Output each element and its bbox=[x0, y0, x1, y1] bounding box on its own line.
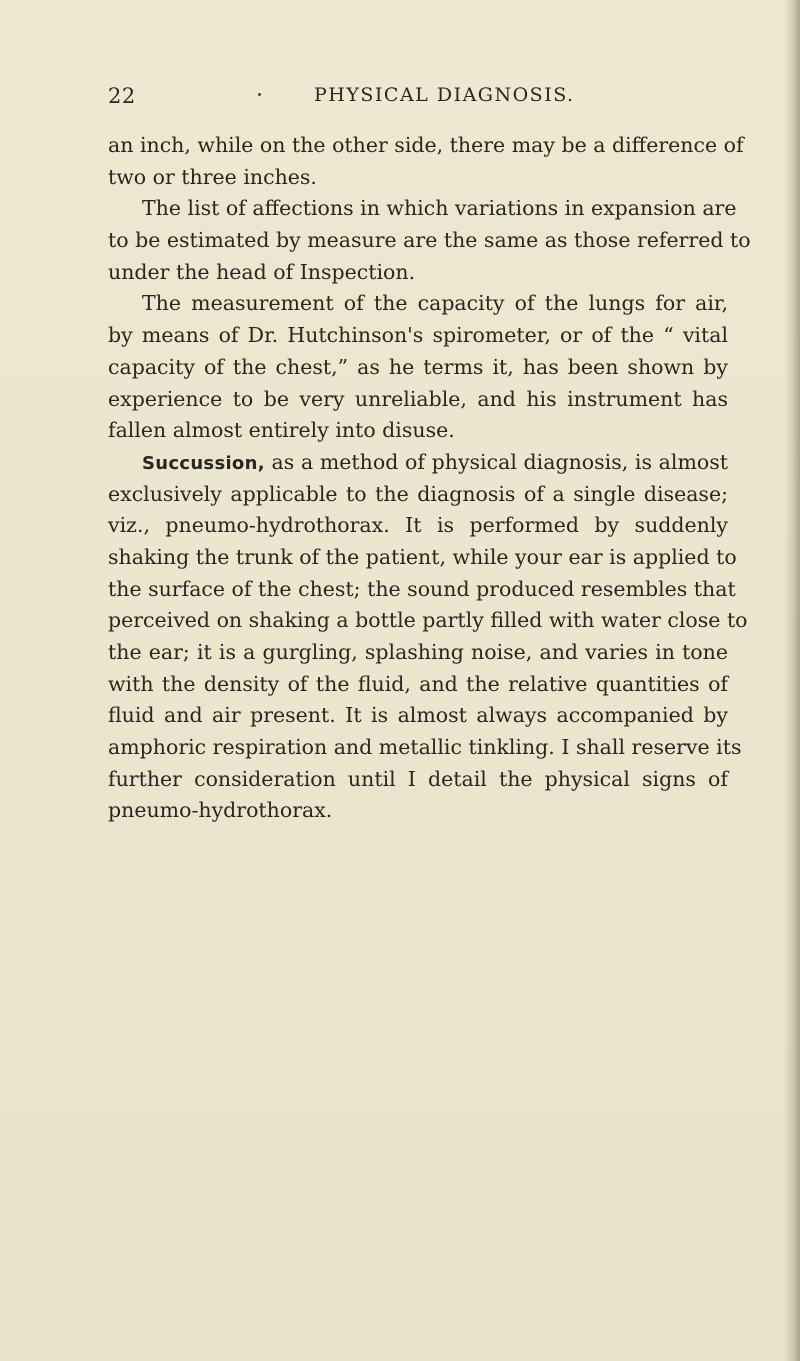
text-line: with the density of the fluid, and the relative quantities of bbox=[108, 671, 728, 696]
text-line: perceived on shaking a bottle partly filled with water close to bbox=[108, 608, 748, 633]
page-edge-shadow bbox=[784, 0, 800, 1361]
text-line: by means of Dr. Hutchinson's spirometer, or of the “ vital bbox=[108, 323, 728, 348]
succussion-first-line: as a method of physical diagnosis, is almost bbox=[264, 449, 728, 474]
text-line: fluid and air present. It is almost always accompanied by bbox=[108, 703, 728, 728]
text-line: under the head of Inspection. bbox=[108, 259, 416, 284]
text-line: The list of affections in which variations in expansion are bbox=[142, 196, 737, 221]
paragraph-continuation bbox=[108, 130, 744, 193]
text-line: viz., pneumo-hydrothorax. It is performed by suddenly bbox=[108, 513, 728, 538]
text-line: The measurement of the capacity of the lungs for air, bbox=[142, 291, 728, 316]
text-line: to be estimated by measure are the same as those referred to bbox=[108, 228, 751, 253]
paragraph-vital-capacity bbox=[108, 288, 728, 446]
text-line: exclusively applicable to the diagnosis of a single disease; bbox=[108, 481, 728, 506]
text-line: two or three inches. bbox=[108, 164, 317, 189]
text-line: the surface of the chest; the sound produced resembles that bbox=[108, 576, 736, 601]
succussion-lead-in: Succussion, bbox=[142, 452, 265, 474]
header-dot-mark bbox=[258, 93, 261, 96]
text-line: further consideration until I detail the physical signs of bbox=[108, 766, 728, 791]
text-line: pneumo-hydrothorax. bbox=[108, 798, 333, 823]
text-line bbox=[108, 447, 728, 479]
page-number: 22 bbox=[108, 84, 136, 108]
text-line: amphoric respiration and metallic tinkling. I shall reserve its bbox=[108, 735, 742, 760]
text-line: fallen almost entirely into disuse. bbox=[108, 418, 455, 443]
body-text bbox=[108, 130, 751, 827]
running-title: PHYSICAL DIAGNOSIS. bbox=[314, 84, 575, 106]
text-line: the ear; it is a gurgling, splashing noise, and varies in tone bbox=[108, 640, 728, 664]
paragraph-list-of-affections bbox=[108, 193, 751, 288]
text-line: experience to be very unreliable, and his instrument has bbox=[108, 386, 728, 411]
text-line: an inch, while on the other side, there may be a difference of bbox=[108, 133, 744, 157]
text-line: shaking the trunk of the patient, while your ear is applied to bbox=[108, 544, 737, 569]
running-header bbox=[108, 84, 668, 114]
text-line: capacity of the chest,” as he terms it, has been shown by bbox=[108, 354, 728, 379]
paragraph-succussion bbox=[108, 447, 748, 827]
